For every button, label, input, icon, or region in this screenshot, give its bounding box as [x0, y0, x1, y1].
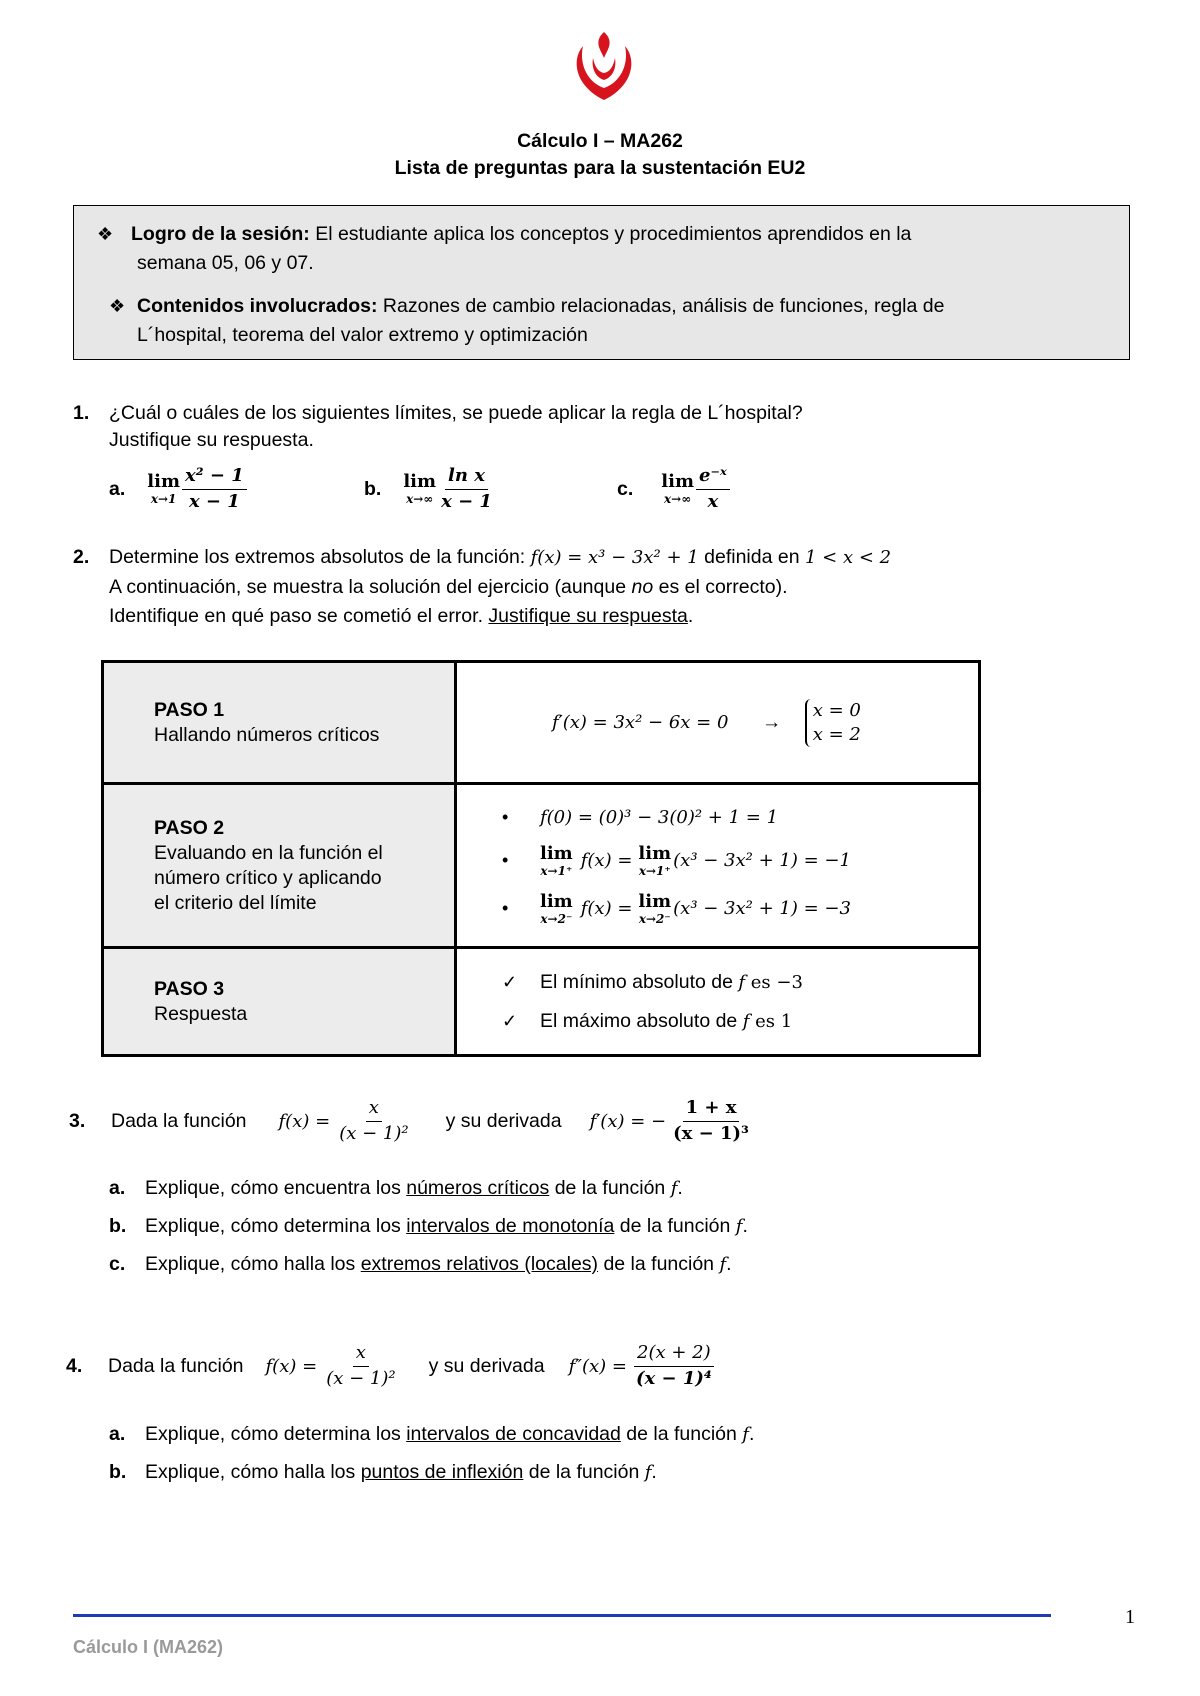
- q1-option-c: c. lim x→∞ $\frac{\text{e⁻ˣ}}{x}$: [617, 466, 730, 512]
- contenidos-label: Contenidos involucrados:: [137, 295, 378, 317]
- step-1-row: [103, 662, 980, 784]
- q4-item-b: b. Explique, cómo halla los puntos de inflexión de la función f.: [109, 1461, 657, 1483]
- solution-steps-table: [101, 660, 981, 1057]
- q2-line-2: A continuación, se muestra la solución del ejercicio (aunque no es el correcto).: [109, 576, 788, 598]
- contenidos-text-1: Razones de cambio relacionadas, análisis de funciones, regla de: [377, 295, 945, 317]
- step-1-content: f′(x) = 3x² − 6x = 0 → x = 0 x = 2: [456, 662, 980, 784]
- q3-item-a: a. Explique, cómo encuentra los números críticos de la función f.: [109, 1177, 683, 1199]
- logro-text-2: semana 05, 06 y 07.: [137, 252, 314, 274]
- q4-statement: 4. Dada la función f(x) = $\frac{x}{\text{(x − 1)²}}$ y su derivada f″(x) = $\frac{2(x + 2)}{\text{(x − 1)⁴}}$: [66, 1342, 712, 1389]
- step-3-row: [103, 948, 980, 1056]
- course-title: Cálculo I – MA262: [517, 130, 683, 152]
- university-logo-icon: [563, 28, 645, 108]
- q2-line-1: Determine los extremos absolutos de la función: f(x) = x³ − 3x² + 1 definida en 1 < x < 2: [109, 546, 892, 568]
- step-2-row: [103, 784, 980, 948]
- q1-text-1: ¿Cuál o cuáles de los siguientes límites, se puede aplicar la regla de L´hospital?: [109, 402, 803, 424]
- q3-statement: 3. Dada la función f(x) = $\frac{x}{\text{(x − 1)²}}$ y su derivada f′(x) = − $\frac{1 + x}{\text{(x − 1)³}}$: [69, 1097, 749, 1144]
- q1-option-b: b. lim x→∞ $\frac{\text{ln x}}{x - 1}$: [364, 465, 492, 512]
- step-2-label: PASO 2 Evaluando en la función el número crítico y aplicando el criterio del límite: [103, 784, 456, 948]
- contenidos-text-2: L´hospital, teorema del valor extremo y optimización: [137, 324, 588, 346]
- step-3-label: PASO 3 Respuesta: [103, 948, 456, 1056]
- q2-number: 2.: [73, 546, 90, 568]
- logro-text-1: El estudiante aplica los conceptos y procedimientos aprendidos en la: [309, 223, 912, 245]
- diamond-bullet-icon: ❖: [97, 224, 114, 244]
- diamond-bullet-icon: ❖: [109, 296, 126, 316]
- step-2-content: • f(0) = (0)³ − 3(0)² + 1 = 1 • lim x→1⁺ f(x) = lim x→1⁺ (x³ − 3x² + 1) = −1 • lim x→2⁻ f(x) = lim x→2⁻ (x³ − 3x² + 1) = −3: [456, 784, 980, 948]
- q3-item-c: c. Explique, cómo halla los extremos relativos (locales) de la función f.: [109, 1253, 732, 1275]
- session-info-box: [73, 205, 1130, 360]
- q3-item-b: b. Explique, cómo determina los intervalos de monotonía de la función f.: [109, 1215, 748, 1237]
- logro-label: Logro de la sesión:: [131, 223, 310, 245]
- step-1-label: PASO 1 Hallando números críticos: [103, 662, 456, 784]
- footer-divider: [73, 1614, 1051, 1617]
- footer-course: Cálculo I (MA262): [73, 1637, 224, 1657]
- step-3-content: ✓ El mínimo absoluto de f es −3 ✓ El máximo absoluto de f es 1: [456, 948, 980, 1056]
- checkmark-icon: ✓: [502, 1010, 518, 1031]
- q1-text-2: Justifique su respuesta.: [109, 429, 314, 451]
- q1-option-a: a. lim x→1 $\frac{\text{x² − 1}}{x - 1}$: [109, 466, 247, 512]
- document-subtitle: Lista de preguntas para la sustentación EU2: [394, 157, 806, 179]
- checkmark-icon: ✓: [502, 971, 518, 992]
- q1-number: 1.: [73, 402, 90, 424]
- q4-item-a: a. Explique, cómo determina los intervalos de concavidad de la función f.: [109, 1423, 755, 1445]
- page-number: 1: [1125, 1606, 1135, 1628]
- q2-line-3: Identifique en qué paso se cometió el error. Justifique su respuesta.: [109, 605, 694, 627]
